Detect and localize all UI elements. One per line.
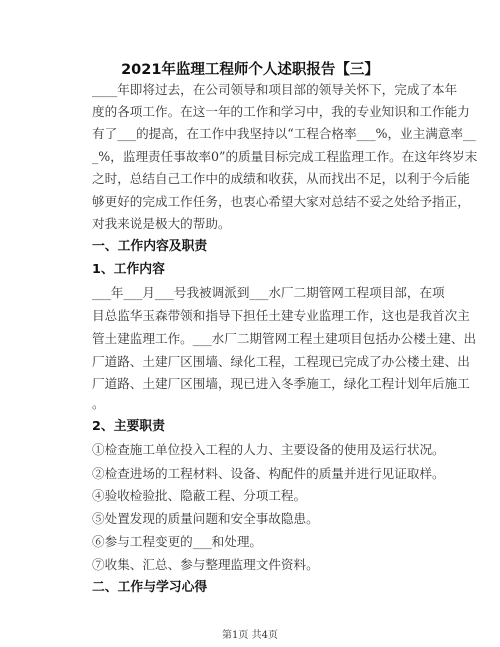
intro-line-6: 够更好的完成工作任务，也衷心希望大家对总结不妥之处给予指正， xyxy=(92,194,470,209)
intro-line-5: 之时，总结自己工作中的成绩和收获，从而找出不足，以利于今后能 xyxy=(92,171,470,186)
content-line-4: 厂道路、土建厂区围墙、绿化工程，工程现已完成了办公楼土建、出 xyxy=(92,354,470,369)
duty-item: ⑦收集、汇总、参与整理监理文件资料。 xyxy=(92,557,319,572)
intro-line-4: _%，监理责任事故率0”的质量目标完成工程监理工作。在这年终岁末 xyxy=(92,149,478,164)
document-title: 2021年监理工程师个人述职报告【三】 xyxy=(121,62,379,78)
section-heading-2: 二、工作与学习心得 xyxy=(92,580,208,595)
duty-item: ④验收检验批、隐蔽工程、分项工程。 xyxy=(92,488,307,503)
section-heading-1: 一、工作内容及职责 xyxy=(92,239,208,254)
duty-item: ②检查进场的工程材料、设备、构配件的质量并进行见证取样。 xyxy=(92,466,445,481)
content-line-1: ___年___月___号我被调派到___水厂二期管网工程项目部，在项 xyxy=(92,285,445,300)
duty-item: ①检查施工单位投入工程的人力、主要设备的使用及运行状况。 xyxy=(92,442,445,457)
intro-line-1: ____年即将过去，在公司领导和项目部的领导关怀下，完成了本年 xyxy=(92,82,458,97)
intro-line-3: 有了___的提高，在工作中我坚持以“工程合格率___%，业主满意率__ xyxy=(92,126,476,141)
content-line-3: 管土建监理工作。___水厂二期管网工程土建项目包括办公楼土建、出 xyxy=(92,331,477,346)
content-line-2: 目总监华玉森带领和指导下担任土建专业监理工作，这也是我首次主 xyxy=(92,308,470,323)
content-line-6: 。 xyxy=(92,396,105,411)
intro-line-7: 对我来说是极大的帮助。 xyxy=(92,216,231,231)
subsection-heading-1: 1、工作内容 xyxy=(92,262,165,277)
page-footer: 第1页 共4页 xyxy=(222,630,278,641)
content-line-5: 厂道路、土建厂区围墙，现已进入冬季施工，绿化工程计划年后施工 xyxy=(92,376,470,391)
duty-item: ⑥参与工程变更的___和处理。 xyxy=(92,534,263,549)
subsection-heading-2: 2、主要职责 xyxy=(92,419,165,434)
intro-line-2: 度的各项工作。在这一年的工作和学习中，我的专业知识和工作能力 xyxy=(92,104,470,119)
duty-item: ⑤处置发现的质量问题和安全事故隐患。 xyxy=(92,511,319,526)
